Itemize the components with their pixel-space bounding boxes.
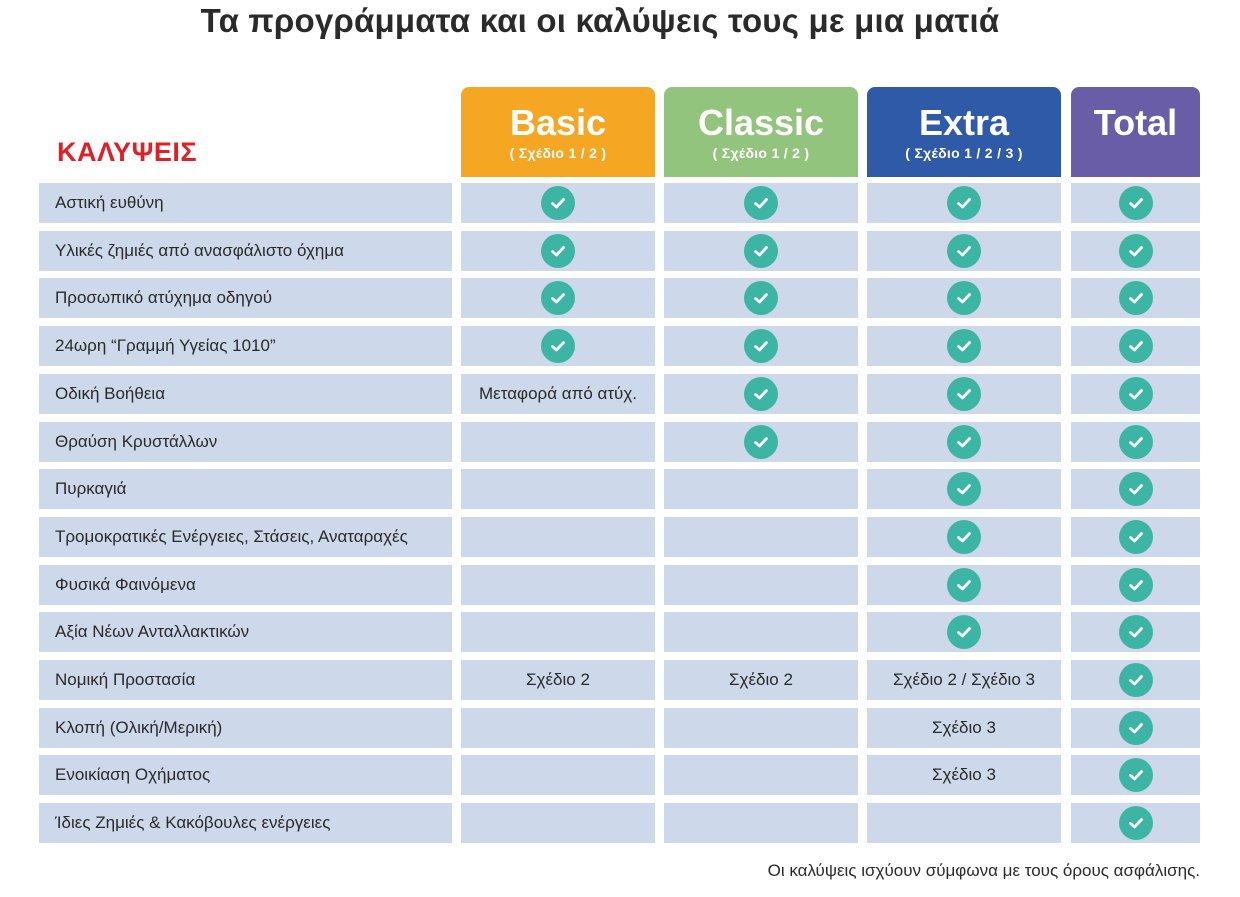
check-icon [744, 234, 778, 268]
cell-classic [664, 755, 858, 795]
check-icon [744, 281, 778, 315]
check-icon [744, 425, 778, 459]
cell-classic [664, 612, 858, 652]
cell-basic [461, 231, 655, 271]
cell-basic [461, 422, 655, 462]
cell-classic [664, 708, 858, 748]
cell-classic [664, 517, 858, 557]
cell-extra [867, 422, 1061, 462]
cell-classic: Σχέδιο 2 [664, 660, 858, 700]
cell-basic [461, 803, 655, 843]
cell-extra [867, 278, 1061, 318]
cell-classic [664, 422, 858, 462]
cell-total [1071, 517, 1200, 557]
check-icon [744, 377, 778, 411]
coverage-label: Πυρκαγιά [39, 469, 452, 509]
cell-total [1071, 326, 1200, 366]
cell-total [1071, 469, 1200, 509]
plan-subtitle: ( Σχέδιο 1 / 2 ) [509, 145, 607, 161]
check-icon [1119, 377, 1153, 411]
check-icon [1119, 806, 1153, 840]
coverage-label: Τρομοκρατικές Ενέργειες, Στάσεις, Αναταραχές [39, 517, 452, 557]
cell-total [1071, 755, 1200, 795]
plan-name: Total [1093, 102, 1178, 143]
check-icon [1119, 281, 1153, 315]
check-icon [541, 186, 575, 220]
cell-extra [867, 803, 1061, 843]
cell-total [1071, 660, 1200, 700]
check-icon [1119, 615, 1153, 649]
coverage-label: Κλοπή (Ολική/Μερική) [39, 708, 452, 748]
check-icon [1119, 425, 1153, 459]
cell-basic [461, 183, 655, 223]
cell-basic [461, 612, 655, 652]
check-icon [947, 472, 981, 506]
cell-extra [867, 517, 1061, 557]
cell-total [1071, 708, 1200, 748]
coverage-label: Οδική Βοήθεια [39, 374, 452, 414]
cell-total [1071, 612, 1200, 652]
coverage-label: Αστική ευθύνη [39, 183, 452, 223]
cell-classic [664, 183, 858, 223]
check-icon [947, 329, 981, 363]
check-icon [947, 234, 981, 268]
check-icon [947, 520, 981, 554]
cell-extra: Σχέδιο 3 [867, 708, 1061, 748]
cell-classic [664, 565, 858, 605]
cell-total [1071, 803, 1200, 843]
plan-header-classic [664, 87, 858, 177]
coverage-label: Ίδιες Ζημιές & Κακόβουλες ενέργειες [39, 803, 452, 843]
coverage-label: Προσωπικό ατύχημα οδηγού [39, 278, 452, 318]
check-icon [1119, 568, 1153, 602]
check-icon [1119, 663, 1153, 697]
check-icon [1119, 711, 1153, 745]
plan-header-basic [461, 87, 655, 177]
check-icon [947, 186, 981, 220]
cell-extra: Σχέδιο 3 [867, 755, 1061, 795]
check-icon [947, 377, 981, 411]
check-icon [947, 425, 981, 459]
cell-basic: Μεταφορά από ατύχ. [461, 374, 655, 414]
cell-basic [461, 326, 655, 366]
coverage-label: Αξία Νέων Ανταλλακτικών [39, 612, 452, 652]
check-icon [744, 329, 778, 363]
cell-basic [461, 278, 655, 318]
cell-basic [461, 565, 655, 605]
check-icon [541, 281, 575, 315]
cell-total [1071, 183, 1200, 223]
coverages-heading: ΚΑΛΥΨΕΙΣ [57, 137, 198, 167]
coverage-label: Υλικές ζημιές από ανασφάλιστο όχημα [39, 231, 452, 271]
coverage-label: Ενοικίαση Οχήματος [39, 755, 452, 795]
cell-extra [867, 231, 1061, 271]
cell-classic [664, 278, 858, 318]
cell-classic [664, 326, 858, 366]
cell-extra [867, 469, 1061, 509]
cell-extra [867, 374, 1061, 414]
cell-basic [461, 469, 655, 509]
cell-basic [461, 708, 655, 748]
check-icon [947, 568, 981, 602]
check-icon [947, 281, 981, 315]
cell-basic [461, 755, 655, 795]
cell-classic [664, 803, 858, 843]
cell-extra [867, 565, 1061, 605]
cell-basic: Σχέδιο 2 [461, 660, 655, 700]
check-icon [541, 329, 575, 363]
cell-total [1071, 422, 1200, 462]
cell-total [1071, 278, 1200, 318]
cell-total [1071, 231, 1200, 271]
check-icon [947, 615, 981, 649]
cell-total [1071, 565, 1200, 605]
check-icon [1119, 234, 1153, 268]
plan-subtitle: ( Σχέδιο 1 / 2 / 3 ) [905, 145, 1023, 161]
check-icon [1119, 520, 1153, 554]
cell-classic [664, 374, 858, 414]
check-icon [1119, 758, 1153, 792]
plan-name: Extra [918, 102, 1010, 143]
cell-extra [867, 326, 1061, 366]
coverage-label: Νομική Προστασία [39, 660, 452, 700]
cell-total [1071, 374, 1200, 414]
footnote: Οι καλύψεις ισχύουν σύμφωνα με τους όρους ασφάλισης. [767, 861, 1200, 880]
plan-name: Basic [509, 102, 607, 143]
plan-name: Classic [697, 102, 825, 143]
check-icon [541, 234, 575, 268]
cell-classic [664, 231, 858, 271]
cell-extra [867, 183, 1061, 223]
cell-classic [664, 469, 858, 509]
coverage-label: Φυσικά Φαινόμενα [39, 565, 452, 605]
check-icon [1119, 186, 1153, 220]
check-icon [744, 186, 778, 220]
plan-header-total [1071, 87, 1200, 177]
plan-subtitle: ( Σχέδιο 1 / 2 ) [712, 145, 810, 161]
cell-extra [867, 612, 1061, 652]
plan-header-extra [867, 87, 1061, 177]
page-title: Τα προγράμματα και οι καλύψεις τους με μια ματιά [200, 2, 1000, 39]
cell-basic [461, 517, 655, 557]
coverage-label: 24ωρη “Γραμμή Υγείας 1010” [39, 326, 452, 366]
check-icon [1119, 472, 1153, 506]
coverage-label: Θραύση Κρυστάλλων [39, 422, 452, 462]
cell-extra: Σχέδιο 2 / Σχέδιο 3 [867, 660, 1061, 700]
check-icon [1119, 329, 1153, 363]
